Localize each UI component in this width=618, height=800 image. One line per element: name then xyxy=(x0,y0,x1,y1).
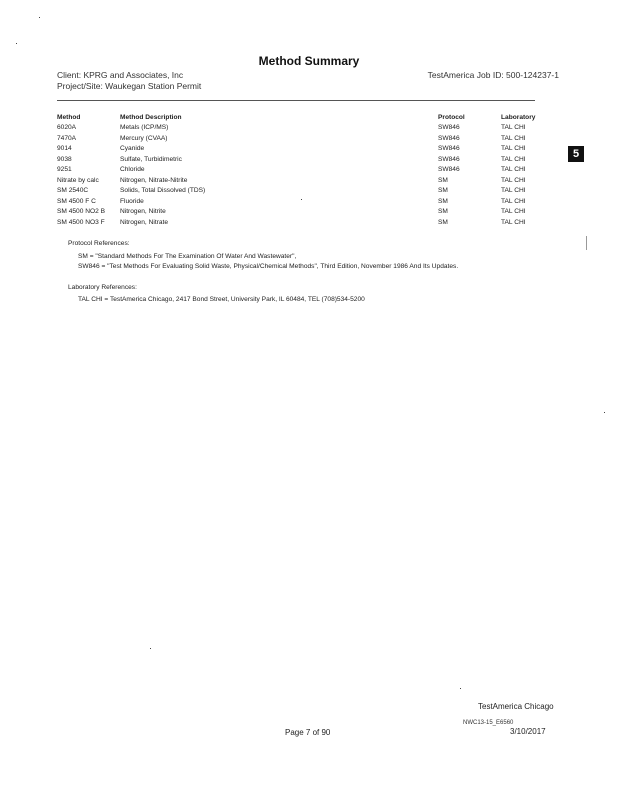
cell-laboratory: TAL CHI xyxy=(501,197,526,205)
footer-lab-name: TestAmerica Chicago xyxy=(478,702,554,711)
footer-date: 3/10/2017 xyxy=(510,727,546,736)
cell-protocol: SM xyxy=(438,187,448,195)
cell-method: SM 4500 NO2 B xyxy=(57,208,106,216)
job-id: TestAmerica Job ID: 500-124237-1 xyxy=(427,70,559,80)
cell-description: Nitrogen, Nitrate xyxy=(120,218,169,226)
cell-protocol: SW846 xyxy=(438,134,460,142)
cell-protocol: SW846 xyxy=(438,155,460,163)
cell-laboratory: TAL CHI xyxy=(501,187,526,195)
cell-method: 9251 xyxy=(57,166,72,174)
protocol-reference-sm: SM = "Standard Methods For The Examination Of Water And Wastewater", xyxy=(78,253,297,260)
cell-laboratory: TAL CHI xyxy=(501,155,526,163)
table-row xyxy=(57,207,561,218)
cell-description: Metals (ICP/MS) xyxy=(120,124,169,132)
cell-laboratory: TAL CHI xyxy=(501,124,526,132)
cell-laboratory: TAL CHI xyxy=(501,166,526,174)
scan-speck xyxy=(460,688,461,689)
cell-protocol: SW846 xyxy=(438,145,460,153)
cell-method: 7470A xyxy=(57,134,77,142)
laboratory-references-heading: Laboratory References: xyxy=(68,284,137,291)
protocol-reference-sw846: SW846 = "Test Methods For Evaluating Solid Waste, Physical/Chemical Methods", Third Edition, November 1986 And Its Updates. xyxy=(78,263,459,270)
cell-description: Fluoride xyxy=(120,197,144,205)
cell-description: Sulfate, Turbidimetric xyxy=(120,155,182,163)
cell-method: SM 2540C xyxy=(57,187,89,195)
page-title: Method Summary xyxy=(258,54,360,68)
cell-method: SM 4500 F C xyxy=(57,197,96,205)
cell-laboratory: TAL CHI xyxy=(501,218,526,226)
table-row xyxy=(57,154,561,165)
scan-speck xyxy=(586,236,587,250)
table-row xyxy=(57,165,561,176)
cell-laboratory: TAL CHI xyxy=(501,145,526,153)
column-header-protocol: Protocol xyxy=(438,113,465,121)
cell-protocol: SW846 xyxy=(438,124,460,132)
cell-laboratory: TAL CHI xyxy=(501,134,526,142)
section-tab: 5 xyxy=(568,146,584,162)
column-header-laboratory: Laboratory xyxy=(501,113,536,121)
scan-speck xyxy=(150,648,151,649)
cell-description: Nitrogen, Nitrite xyxy=(120,208,166,216)
cell-laboratory: TAL CHI xyxy=(501,176,526,184)
table-row xyxy=(57,217,561,228)
cell-description: Cyanide xyxy=(120,145,145,153)
table-row xyxy=(57,144,561,155)
cell-method: 6020A xyxy=(57,124,77,132)
cell-protocol: SM xyxy=(438,208,448,216)
footer-doc-code: NWC13-15_E6560 xyxy=(463,720,514,726)
cell-protocol: SM xyxy=(438,197,448,205)
cell-laboratory: TAL CHI xyxy=(501,208,526,216)
column-header-method: Method xyxy=(57,113,81,121)
cell-method: 9014 xyxy=(57,145,72,153)
project-site: Project/Site: Waukegan Station Permit xyxy=(57,81,202,91)
table-row xyxy=(57,186,561,197)
footer-page-number: Page 7 of 90 xyxy=(285,728,331,737)
table-row xyxy=(57,133,561,144)
cell-method: Nitrate by calc xyxy=(57,176,99,184)
cell-method: 9038 xyxy=(57,155,72,163)
cell-description: Chloride xyxy=(120,166,145,174)
scan-speck xyxy=(39,17,40,18)
client-name: Client: KPRG and Associates, Inc xyxy=(57,70,184,80)
cell-description: Mercury (CVAA) xyxy=(120,134,168,142)
table-header-row xyxy=(57,112,561,123)
protocol-references-heading: Protocol References: xyxy=(68,240,130,247)
laboratory-reference-tal-chi: TAL CHI = TestAmerica Chicago, 2417 Bond Street, University Park, IL 60484, TEL (708)534-5200 xyxy=(78,296,365,303)
table-row xyxy=(57,123,561,134)
cell-protocol: SW846 xyxy=(438,166,460,174)
cell-method: SM 4500 NO3 F xyxy=(57,218,105,226)
table-row xyxy=(57,196,561,207)
scan-speck xyxy=(16,43,17,44)
column-header-description: Method Description xyxy=(120,113,182,121)
cell-protocol: SM xyxy=(438,218,448,226)
method-table xyxy=(57,112,561,228)
cell-description: Nitrogen, Nitrate-Nitrite xyxy=(120,176,188,184)
cell-description: Solids, Total Dissolved (TDS) xyxy=(120,187,206,195)
header-divider xyxy=(57,100,535,101)
scan-speck xyxy=(604,412,605,413)
cell-protocol: SM xyxy=(438,176,448,184)
table-row xyxy=(57,175,561,186)
